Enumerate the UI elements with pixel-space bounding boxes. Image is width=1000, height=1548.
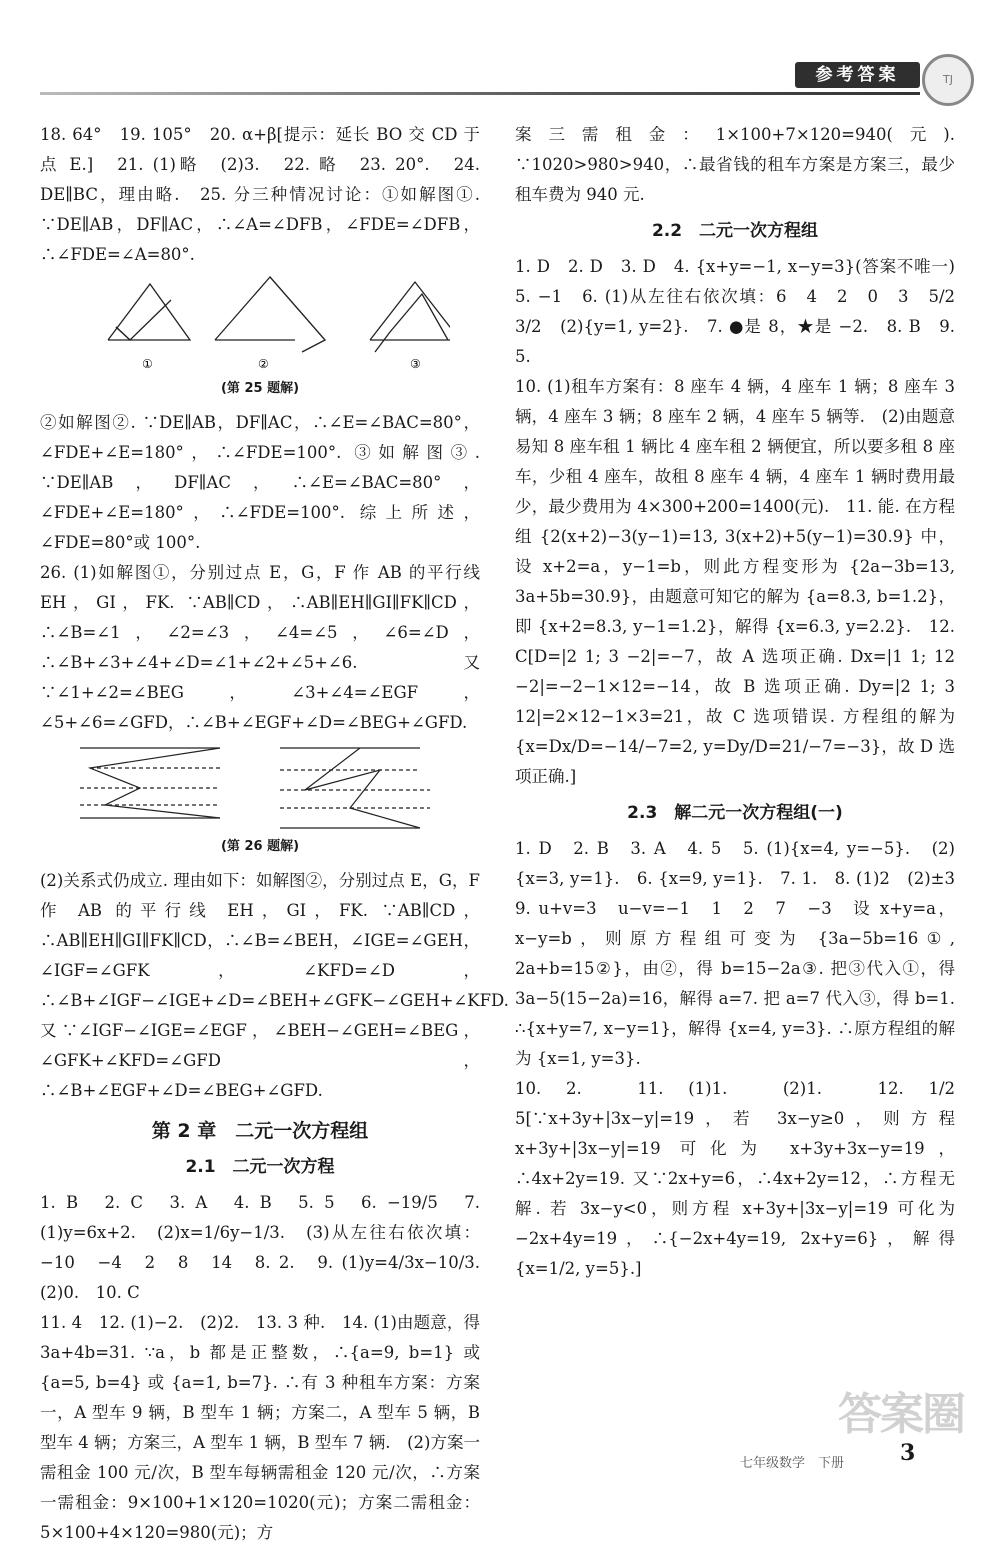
answers-18-25: 18. 64° 19. 105° 20. α+β[提示：延长 BO 交 CD 于点 E.] 21. (1)略 (2)3. 22. 略 23. 20°. 24. DE∥BC，理由略. 25. 分三种情况讨论：①如解图①. ∵DE∥AB，DF∥AC，∴∠A=∠DFB，∠FDE=∠DFB，∴∠FDE=∠A=80°. bbox=[40, 125, 480, 264]
fig25-2-lines bbox=[270, 277, 325, 352]
answer-26-1: 26. (1)如解图①，分别过点 E，G，F 作 AB 的平行线 EH，GI，FK. ∵AB∥CD，∴AB∥EH∥GI∥FK∥CD，∴∠B=∠1，∠2=∠3，∠4=∠5，∠6=∠D，∴∠B+∠3+∠4+∠D=∠1+∠2+∠5+∠6. 又∵∠1+∠2=∠BEG，∠3+∠4=∠EGF，∠5+∠6=∠GFD，∴∠B+∠EGF+∠D=∠BEG+∠GFD. bbox=[40, 563, 480, 732]
answers-2-3-b: 10. 2. 11. (1)1. (2)1. 12. 1/2 5[∵x+3y+|3x−y|=19，若 3x−y≥0，则方程 x+3y+|3x−y|=19 可化为 x+3y+3x−y=19，∴4x+2y=19. 又∵2x+y=6，∴4x+2y=12，∴方程无解. 若 3x−y<0，则方程 x+3y+|3x−y|=19 可化为 −2x+4y=19，∴{−2x+4y=19, 2x+y=6}，解得 {x=1/2, y=5}.] bbox=[515, 1079, 972, 1278]
fig25-3-triangle bbox=[370, 282, 450, 340]
left-column bbox=[40, 120, 509, 1548]
figure-26 bbox=[60, 740, 460, 830]
figure-25-caption: (第 25 题解) bbox=[220, 381, 300, 396]
watermark: 答案圈 bbox=[838, 1389, 964, 1440]
fig25-label-3: ③ bbox=[410, 357, 421, 371]
footer-text: 七年级数学 下册 bbox=[740, 1456, 845, 1471]
chapter-title: 第 2 章 二元一次方程组 bbox=[151, 1120, 369, 1142]
fig25-3-lines bbox=[375, 294, 448, 352]
section-2-3: 2.3 解二元一次方程组(一) bbox=[627, 803, 843, 823]
header-logo: TJ bbox=[922, 54, 974, 106]
answers-2-2-b: 10. (1)租车方案有：8 座车 4 辆，4 座车 1 辆；8 座车 3 辆，4 座车 3 辆；8 座车 2 辆，4 座车 5 辆等. (2)由题意易知 8 座车租 1 辆比 4 座车租 2 辆便宜，所以要多租 8 座车，少租 4 座车，故租 8 座车 4 辆，4 座车 1 辆时费用最少，最少费用为 4×300+200=1400(元). 11. 能. 在方程组 {2(x+2)−3(y−1)=13, 3(x+2)+5(y−1)=30.9} 中，设 x+2=a，y−1=b，则此方程变形为 {2a−3b=13, 3a+5b=30.9}，由题意可知它的解为 {a=8.3, b=1.2}，即 {x+2=8.3, y−1=1.2}，解得 {x=6.3, y=2.2}. 12. C[D=|2 1; 3 −2|=−7，故 A 选项正确. Dx=|1 1; 12 −2|=−2−1×12=−14，故 B 选项正确. Dy=|2 1; 3 12|=2×12−1×3=21，故 C 选项错误. 方程组的解为 {x=Dx/D=−14/−7=2, y=Dy/D=21/−7=−3}，故 D 选项正确.] bbox=[515, 377, 955, 786]
answers-2-3-a: 1. D 2. B 3. A 4. 5 5. (1){x=4, y=−5}. (2){x=3, y=1}. 6. {x=9, y=1}. 7. 1. 8. (1)2 (2)±3 9. u+v=3 u−v=−1 1 2 7 −3 设 x+y=a，x−y=b，则原方程组可变为 {3a−5b=16①, 2a+b=15②}，由②，得 b=15−2a③. 把③代入①，得 3a−5(15−2a)=16，解得 a=7. 把 a=7 代入③，得 b=1. ∴{x+y=7, x−y=1}，解得 {x=4, y=3}. ∴原方程组的解为 {x=1, y=3}. bbox=[515, 839, 972, 1068]
section-2-1: 2.1 二元一次方程 bbox=[185, 1157, 335, 1177]
figure-25 bbox=[70, 272, 450, 372]
answer-14-cont: 案三需租金：1×100+7×120=940(元). ∵1020>980>940，∴最省钱的租车方案是方案三，最少租车费为 940 元. bbox=[515, 125, 955, 204]
right-column bbox=[515, 120, 972, 1284]
answer-25-cont: ②如解图②. ∵DE∥AB，DF∥AC，∴∠E=∠BAC=80°，∠FDE+∠E=180°，∴∠FDE=100°. ③如解图③. ∵DE∥AB，DF∥AC，∴∠E=∠BAC=80°，∠FDE+∠E=180°，∴∠FDE=100°. 综上所述，∠FDE=80°或 100°. bbox=[40, 413, 480, 552]
fig25-label-1: ① bbox=[142, 357, 153, 371]
header-rule bbox=[40, 92, 920, 95]
fig25-label-2: ② bbox=[258, 357, 269, 371]
figure-26-caption: (第 26 题解) bbox=[220, 839, 300, 854]
answer-26-2: (2)关系式仍成立. 理由如下：如解图②，分别过点 E，G，F 作 AB 的平行线 EH，GI，FK. ∵AB∥CD，∴AB∥EH∥GI∥FK∥CD，∴∠B=∠BEH，∠IGE=∠GEH，∠IGF=∠GFK，∠KFD=∠D，∴∠B+∠IGF−∠IGE+∠D=∠BEH+∠GFK−∠GEH+∠KFD. 又∵∠IGF−∠IGE=∠EGF，∠BEH−∠GEH=∠BEG，∠GFK+∠KFD=∠GFD，∴∠B+∠EGF+∠D=∠BEG+∠GFD. bbox=[40, 871, 509, 1100]
page-number: 3 bbox=[900, 1440, 916, 1466]
section-2-2: 2.2 二元一次方程组 bbox=[651, 221, 819, 241]
answers-2-1-b: 11. 4 12. (1)−2. (2)2. 13. 3 种. 14. (1)由题意，得 3a+4b=31. ∵a，b 都是正整数，∴{a=9, b=1} 或 {a=5, b=4} 或 {a=1, b=7}. ∴有 3 种租车方案：方案一，A 型车 9 辆，B 型车 1 辆；方案二，A 型车 5 辆，B 型车 4 辆；方案三，A 型车 1 辆，B 型车 7 辆. (2)方案一需租金 100 元/次，B 型车每辆需租金 120 元/次，∴方案一需租金：9×100+1×120=1020(元)；方案二需租金：5×100+4×120=980(元)；方 bbox=[40, 1313, 480, 1542]
answers-2-2-a: 1. D 2. D 3. D 4. {x+y=−1, x−y=3}(答案不唯一) 5. −1 6. (1)从左往右依次填：6 4 2 0 3 5/2 3/2 (2){y=1, y=2}. 7. ●是 8，★是 −2. 8. B 9. 5. bbox=[515, 257, 972, 366]
fig25-2-triangle bbox=[215, 277, 325, 340]
answers-2-1-a: 1. B 2. C 3. A 4. B 5. 5 6. −19/5 7. (1)y=6x+2. (2)x=1/6y−1/3. (3)从左往右依次填：−10 −4 2 8 14 8. 2. 9. (1)y=4/3x−10/3. (2)0. 10. C bbox=[40, 1193, 497, 1302]
header-badge: 参考答案 bbox=[795, 62, 920, 88]
